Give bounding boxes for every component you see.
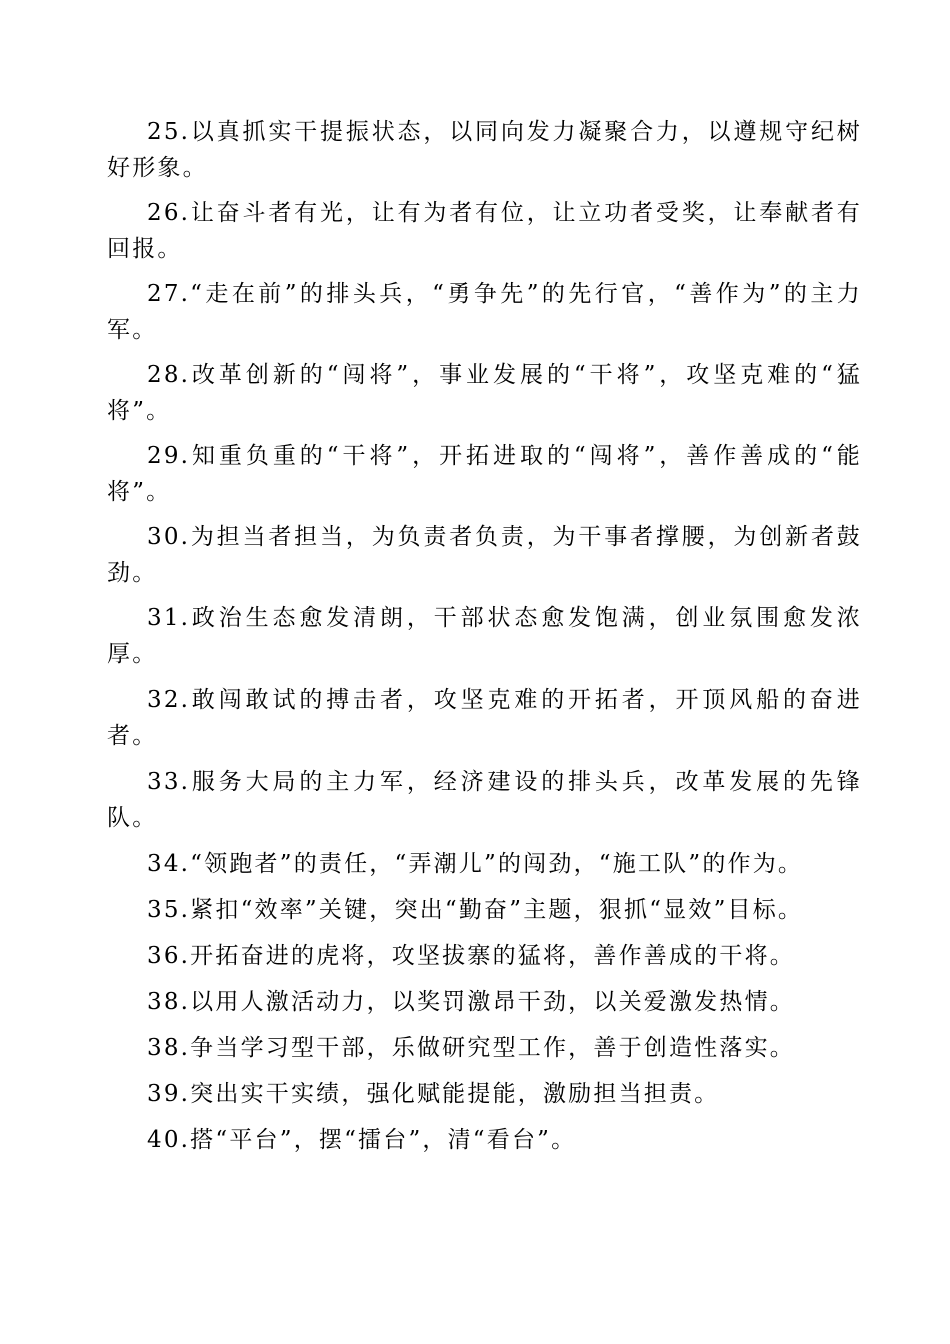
- list-item: 25.以真抓实干提振状态，以同向发力凝聚合力，以遵规守纪树好形象。: [107, 119, 862, 181]
- list-item: 38.以用人激活动力，以奖罚激昂干劲，以关爱激发热情。: [147, 989, 795, 1015]
- list-item: 35.紧扣“效率”关键，突出“勤奋”主题，狠抓“显效”目标。: [147, 897, 804, 923]
- list-item: 27.“走在前”的排头兵，“勇争先”的先行官，“善作为”的主力军。: [107, 281, 862, 343]
- list-item: 31.政治生态愈发清朗，干部状态愈发饱满，创业氛围愈发浓厚。: [107, 605, 862, 667]
- list-item: 40.搭“平台”，摆“擂台”，清“看台”。: [147, 1127, 577, 1153]
- list-item: 28.改革创新的“闯将”，事业发展的“干将”，攻坚克难的“猛将”。: [107, 362, 862, 424]
- list-item: 38.争当学习型干部，乐做研究型工作，善于创造性落实。: [147, 1035, 795, 1061]
- list-item: 33.服务大局的主力军，经济建设的排头兵，改革发展的先锋队。: [107, 769, 862, 831]
- document-page: [107, 114, 862, 1168]
- list-item: 39.突出实干实绩，强化赋能提能，激励担当担责。: [147, 1081, 720, 1107]
- list-item: 36.开拓奋进的虎将，攻坚拔寨的猛将，善作善成的干将。: [147, 943, 795, 969]
- list-item: 32.敢闯敢试的搏击者，攻坚克难的开拓者，开顶风船的奋进者。: [107, 687, 862, 749]
- list-item: 29.知重负重的“干将”，开拓进取的“闯将”，善作善成的“能将”。: [107, 443, 862, 505]
- list-item: 30.为担当者担当，为负责者负责，为干事者撑腰，为创新者鼓劲。: [107, 524, 862, 586]
- list-item: 34.“领跑者”的责任，“弄潮儿”的闯劲，“施工队”的作为。: [147, 851, 804, 877]
- list-item: 26.让奋斗者有光，让有为者有位，让立功者受奖，让奉献者有回报。: [107, 200, 862, 262]
